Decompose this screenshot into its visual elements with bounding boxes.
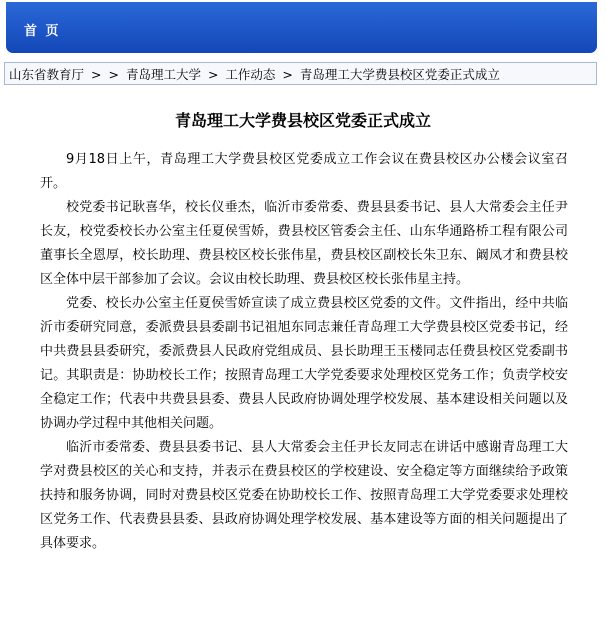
breadcrumb xyxy=(4,62,597,85)
article-paragraph: 党委、校长办公室主任夏侯雪娇宣读了成立费县校区党委的文件。文件指出，经中共临沂市委研究同意，委派费县县委副书记祖旭东同志兼任青岛理工大学费县校区党委书记，经中共费县县委研究，委派费县人民政府党组成员、县长助理王玉楼同志任费县校区党委副书记。其职责是：协助校长工作；按照青岛理工大学党委要求处理校区党务工作；负责学校安全稳定工作；代表中共费县县委、费县人民政府协调处理学校发展、基本建设相关问题以及协调办学过程中其他相关问题。 xyxy=(40,296,568,431)
article-body xyxy=(40,148,568,556)
breadcrumb-link-university[interactable]: 青岛理工大学 xyxy=(125,67,201,82)
top-navbar xyxy=(6,2,597,53)
article-paragraph: 9月18日上午，青岛理工大学费县校区党委成立工作会议在费县校区办公楼会议室召开。 xyxy=(40,152,568,191)
breadcrumb-link-dept[interactable]: 山东省教育厅 xyxy=(9,67,85,82)
breadcrumb-current-page: 青岛理工大学费县校区党委正式成立 xyxy=(299,67,500,82)
breadcrumb-link-news[interactable]: 工作动态 xyxy=(225,67,276,82)
nav-home-link[interactable]: 首 页 xyxy=(24,24,61,39)
breadcrumb-separator: > xyxy=(282,67,293,82)
article-title: 青岛理工大学费县校区党委正式成立 xyxy=(174,111,431,130)
article-paragraph: 临沂市委常委、费县县委书记、县人大常委会主任尹长友同志在讲话中感谢青岛理工大学对费县校区的关心和支持，并表示在费县校区的学校建设、安全稳定等方面继续给予政策扶持和服务协调，同时对费县校区党委在协助校长工作、按照青岛理工大学党委要求处理校区党务工作、代表费县县委、县政府协调处理学校发展、基本建设等方面的相关问题提出了具体要求。 xyxy=(40,440,568,551)
breadcrumb-separator: > xyxy=(108,67,119,82)
breadcrumb-separator: > xyxy=(91,67,102,82)
article-paragraph: 校党委书记耿喜华，校长仪垂杰，临沂市委常委、费县县委书记、县人大常委会主任尹长友，校党委校长办公室主任夏侯雪娇，费县校区管委会主任、山东华通路桥工程有限公司董事长全恩厚，校长助理、费县校区校长张伟星，费县校区副校长朱卫东、阚凤才和费县校区全体中层干部参加了会议。会议由校长助理、费县校区校长张伟星主持。 xyxy=(40,200,568,287)
breadcrumb-separator: > xyxy=(207,67,219,82)
